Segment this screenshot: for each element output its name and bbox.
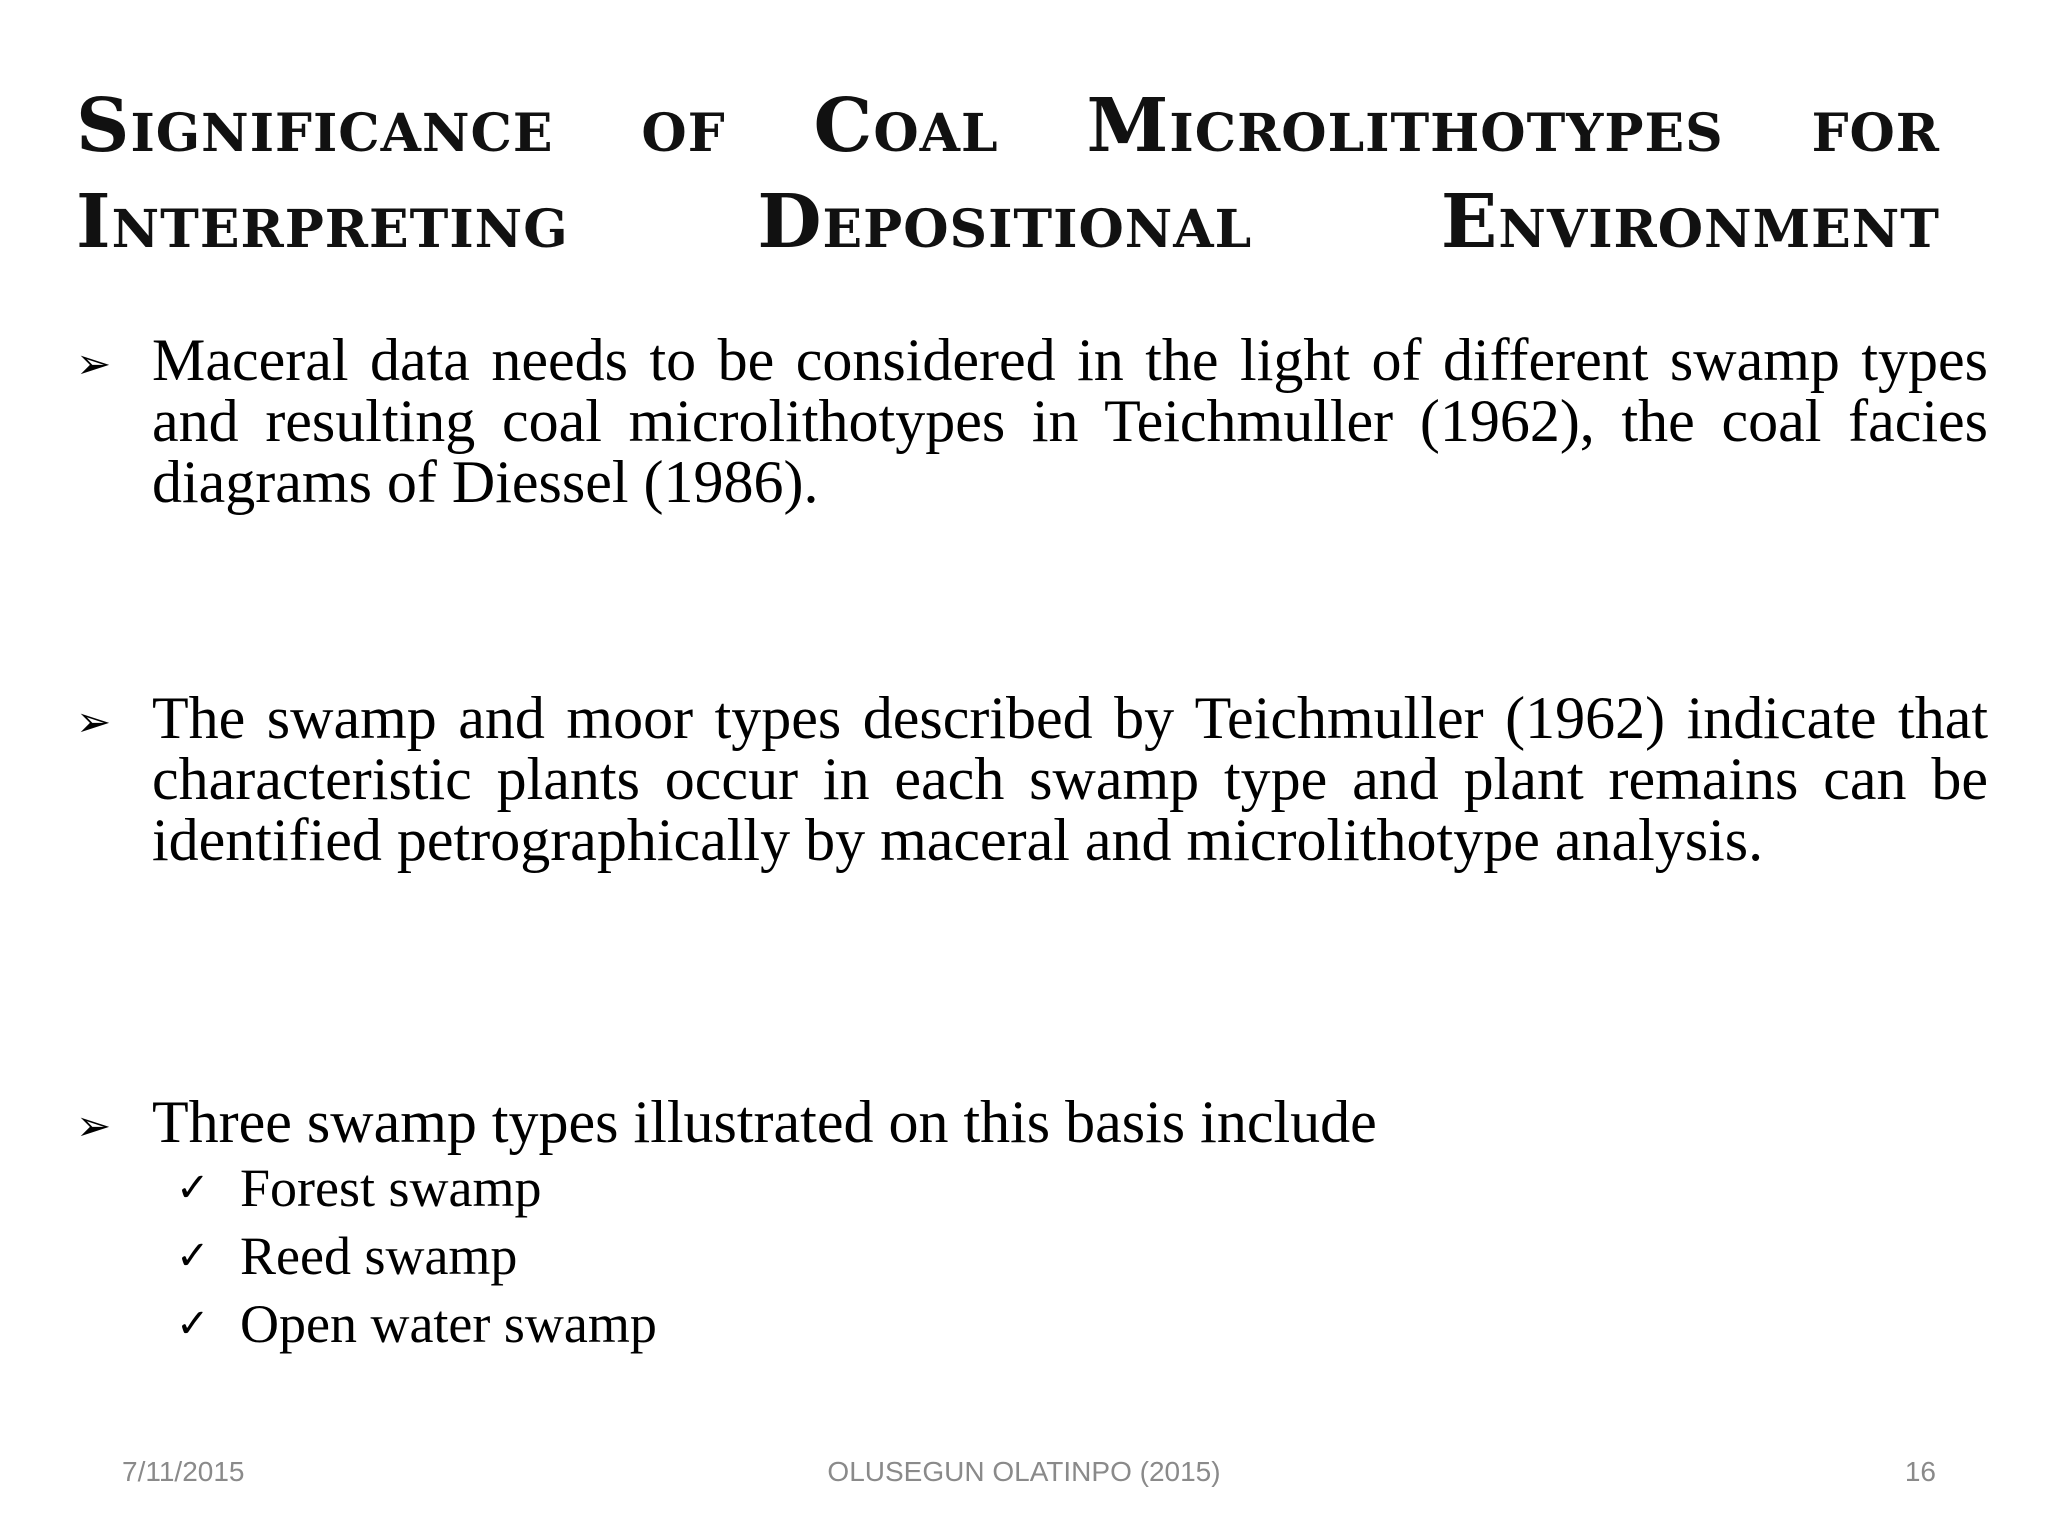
slide-title-line-1: Significance of Coal Microlithotypes for bbox=[76, 83, 1940, 169]
list-item-label: Open water swamp bbox=[240, 1294, 657, 1354]
bullet-maceral-data bbox=[76, 327, 1988, 515]
bullet-text: Three swamp types illustrated on this basis include bbox=[152, 1089, 1377, 1155]
checkmark-icon: ✓ bbox=[176, 1233, 210, 1279]
slide-title bbox=[76, 78, 1940, 270]
arrow-bullet-icon: ➢ bbox=[76, 1101, 112, 1150]
list-item-forest-swamp bbox=[176, 1158, 657, 1226]
footer-date: 7/11/2015 bbox=[122, 1456, 245, 1487]
footer-author: OLUSEGUN OLATINPO (2015) bbox=[827, 1456, 1221, 1487]
arrow-bullet-icon: ➢ bbox=[76, 339, 112, 388]
checkmark-icon: ✓ bbox=[176, 1165, 210, 1211]
bullet-text: The swamp and moor types described by Teichmuller (1962) indicate that characteristic plants occur in each swamp type and plant remains can be identified petrographically by maceral and microlithotype analysis. bbox=[152, 685, 1988, 873]
bullet-three-swamp-types bbox=[76, 1089, 1988, 1156]
list-item-label: Forest swamp bbox=[240, 1158, 542, 1218]
footer-page-number: 16 bbox=[1904, 1456, 1936, 1487]
bullet-swamp-moor-types bbox=[76, 685, 1988, 873]
bullet-text: Maceral data needs to be considered in the light of different swamp types and resulting coal microlithotypes in Teichmuller (1962), the coal facies diagrams of Diessel (1986). bbox=[152, 327, 1988, 515]
list-item-reed-swamp bbox=[176, 1226, 657, 1294]
swamp-types-list bbox=[176, 1158, 657, 1362]
list-item-label: Reed swamp bbox=[240, 1226, 518, 1286]
checkmark-icon: ✓ bbox=[176, 1301, 210, 1347]
arrow-bullet-icon: ➢ bbox=[76, 697, 112, 746]
list-item-open-water-swamp bbox=[176, 1294, 657, 1362]
slide-title-line-2: Interpreting Depositional Environment bbox=[76, 179, 1940, 265]
